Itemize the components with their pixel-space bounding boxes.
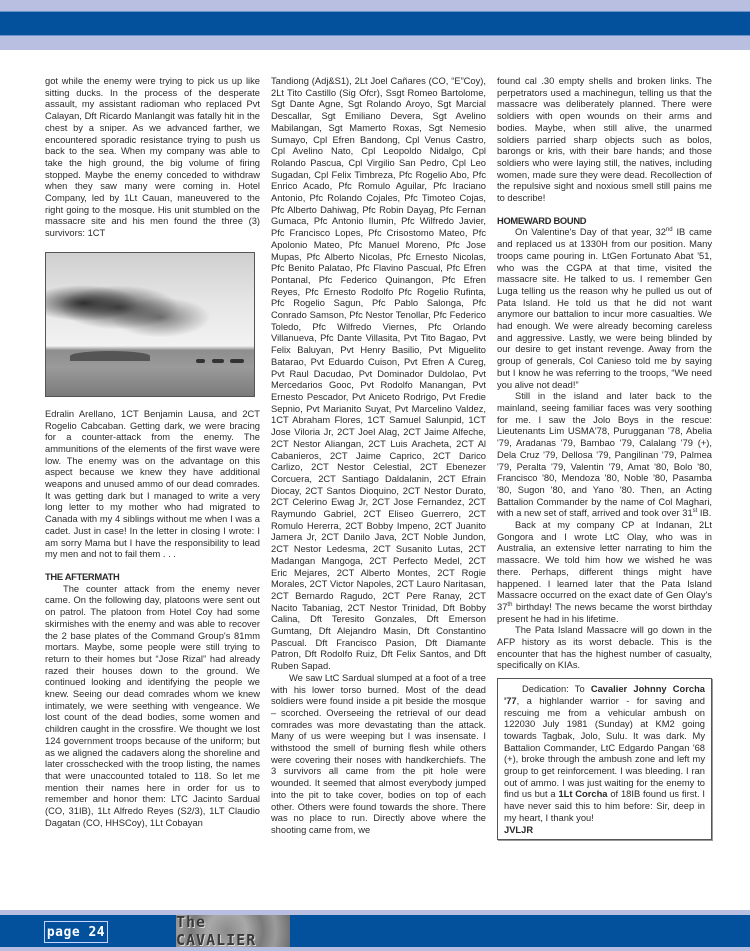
- text: IB came and replaced us at 1330H from our position. Many troops came pouring in. LtGen Fortunato Abat '51, who was the CGPA at that time, visited the massacre site. He talked to us. I remember Gen Luga telling us the reason why he pulled us out of Pata Island. He told us that he did not want anymore our battalion to incur more casualties. We had enough. We were already becoming careless and aggressive. Lastly, we were being blinded by our desire to get instant revenge. Away from the group of generals, Col Canieso told me by saying but I know he was referring to the troops, “We need you alive not dead!”: [497, 227, 712, 390]
- section-heading-homeward-bound: HOMEWARD BOUND: [497, 215, 587, 226]
- dedication-signature: JVLJR: [504, 824, 534, 835]
- text: , a highlander warrior - for saving and rescuing me from a vehicular ambush on 122030 July 1981 (Sunday) at KM2 going towards Tagbak, Jolo, Sulu. It was dark. My Battalion Commander, LtC Edgardo Pangan '68 (+), broke through the ambush zone and left my group to get reinforcement. I was bleeding. I ran out of ammo. I was just waiting for the enemy to find us but a: [504, 695, 705, 800]
- paragraph: [497, 391, 712, 520]
- text: Dedication: To: [522, 684, 591, 695]
- text: birthday! The news became the worst birthday present he had in his lifetime.: [497, 601, 712, 624]
- paragraph-names-list: Tandiong (Adj&S1), 2Lt Joel Cañares (CO, “E”Coy), 2Lt Tito Castillo (Sig Ofcr), Ssgt Romeo Bartolome, Sgt Dante Agne, Sgt Rolando Aroyo, Sgt Marcial Descallar, Sgt Emiliano Devera, Sgt Avelino Mabilangan, Sgt Mamerto Roxas, Sgt Nemesio Sumayo, Cpl Efren Bandong, Cpl Venus Castro, Cpl Avelino Nato, Cpl Leopoldo Nidalgo, Cpl Rolando Pascua, Cpl Virgilio San Pedro, Cpl Leo Sugadan, Cpl Felix Timbreza, Pfc Rogelio Abo, Pfc Enrico Acado, Pfc Romulo Aguilar, Pfc Iraciano Antonio, Pfc Rolando Cojales, Pfc Timoteo Cojas, Pfc Alberto Dahiwag, Pfc Robin Dayag, Pfc Fernan Gumaca, Pfc Antonio Ilumin, Pfc Wilfredo Javier, Pfc Francisco Lopes, Pfc Crisostomo Mateo, Pfc Apolonio Mateo, Pfc Manuel Moreno, Pfc Jose Mupas, Pfc Alberto Nicolas, Pfc Ernesto Nicolas, Pfc Benito Palatao, Pfc Flavino Pascual, Pfc Efren Pontanal, Pfc Federico Quinangon, Pfc Efren Reyes, Pfc Ernesto Rodolfo Pfc Rogelio Rufinta, Pfc Rogelio Sagun, Pfc Pablo Salonga, Pfc Conrado Samson, Pfc Nestor Tenollar, Pfc Federico Toledo, Pfc Wilfredo Viernes, Pfc Orlando Villanueva, Pfc Dante Villasita, Pvt Tito Bagao, Pvt Felix Baluyan, Pvt Henry Basilio, Pvt Miguelito Batarao, Pvt Eduardo Cuison, Pvt Efren A Cureg, Pvt Raul Dacudao, Pvt Dominador Duldolao, Pvt Mercedarios Gooc, Pvt Rodolfo Manangan, Pvt Ernesto Pescador, Pvt Aniceto Rodrigo, Pvt Fredie Sepnio, Pvt Marianito Suyat, Pvt Marcelino Valdez, 1CT Abraham Flores, 1CT Samuel Salunpid, 1CT Jose Viloria Jr, 2CT Joel Alag, 2CT Jaime Alfeche, 2CT Nestor Aliangan, 2CT Luis Aracheta, 2CT Al Cabanieros, 2CT Jaime Caprico, 2CT Darico Carlizo, 2CT Nestor Celestial, 2CT Ebenezer Corcuera, 2CT Santiago Daldalanin, 2CT Efrain Diocay, 2CT Santos Dioquino, 2CT Nestor Durato, 2CT Celerino Ewag Jr, 2CT Jose Fernandez, 2CT Raymundo Gabriel, 2CT Eliseo Guerrero, 2CT Romulo Hererra, 2CT Bobby Impeno, 2CT Juanito Jamera Jr, 2CT Danilo Java, 2CT Noble Jundon, 2CT Nestor Ledesma, 2CT Susanito Lutas, 2CT Madangan Mangoga, 2CT Perfecto Medel, 2CT Eric Mejares, 2CT Alberto Montes, 2CT Rogie Morales, 2CT Victor Napoles, 2CT Lauro Naritasan, 2CT Bernardo Ragudo, 2CT Pere Ranay, 2CT Nacito Tabaniag, 2CT Nestor Trinidad, Dft Bobby Calina, Dft Teresito Gonzales, Dft Emerson Gumtang, Dft Alejandro Masin, Dft Constantino Pascual. Dft Francisco Pasion, Dft Diamante Patron, Dft Rodolfo Ruiz, Dft Felix Santos, and Dft Ruben Sapad.: [271, 76, 486, 672]
- photo-ship: [230, 359, 244, 363]
- dedication-box: [497, 678, 712, 840]
- magazine-logo: The CAVALIER: [176, 915, 290, 947]
- photo-ship: [212, 359, 224, 363]
- dedication-text: [504, 684, 705, 824]
- paragraph: We saw LtC Sardual slumped at a foot of a tree with his lower torso burned. Most of the dead soldiers were found inside a pit beside the mosque – scorched. Overseeing the retrieval of our dead comrades was more devastating than the attack. Many of us were weeping but I was insensate. I withstood the smell of burning flesh while others were covering their noses with handkerchiefs. The 3 survivors all came from the pit hole were wounded. It seemed that almost everybody jumped into the pit to take cover, bodies on top of each other. Others were found towards the shore. There was no place to run. Directly above where the shooting came from, we: [271, 672, 486, 835]
- superscript: th: [507, 601, 513, 608]
- page-number: page 24: [44, 921, 108, 943]
- paragraph: The Pata Island Massacre will go down in the AFP history as its worst debacle. This is the encounter that has the highest number of casualty, specifically on KIAs.: [497, 625, 712, 671]
- photo-ship: [196, 359, 205, 363]
- footer-bar: [0, 915, 750, 947]
- photo-smoke-over-island: [45, 252, 255, 397]
- header-bar: [0, 11, 750, 36]
- paragraph: got while the enemy were trying to pick us up like sitting ducks. In the process of the desperate assault, my assistant radioman who replaced Pvt Calayan, Dft Ricardo Manlangit was fatally hit in the chest by a sniper. As we advanced farther, we encountered sporadic resistance trying to push us back to the sea. When my company was able to take the high ground, the big volume of firing stopped. Maybe the enemy conceded to withdraw when they saw many were coming in. Hotel Company, led by 1Lt Cauan, maneuvered to the right going to the mosque. His unit stumbled on the massacre site and his men found the three (3) survivors: 1CT: [45, 76, 260, 239]
- text: of 18IB found us first. I have never said this to him before: Sir, deep in my heart, I thank you!: [504, 789, 705, 823]
- superscript: st: [692, 508, 698, 515]
- paragraph: The counter attack from the enemy never came. On the following day, platoons were sent out on patrol. The platoon from Hotel Coy had some skirmishes with the enemy and was able to recover the 2 base plates of the Command Group's 81mm mortars. Maybe, some people were still trying to return to their homes but “Jose Rizal” had already razed their houses down to the ground. We continued looking and identifying the people we knew. Seeing our dead comrades whom we knew intimately, we were seething with vengeance. We lost count of the dead bodies, some women and children caught in the crossfire. We thought we lost 124 government troops because of the uniform; but as we aligned the cadavers along the shoreline and later crosschecked with the troop listing, the names that were unaccounted totaled to 118. So let me mention their names here in order for us to remember and honor them: LTC Jacinto Sardual (CO, 31IB), 1Lt Alfredo Reyes (S2/3), 1LT Claudio Dagatan (CO, HHSCoy), 1Lt Cobayan: [45, 583, 260, 828]
- text: IB.: [697, 508, 712, 519]
- paragraph: found cal .30 empty shells and broken links. The perpetrators used a machinegun, telling us that the massacre was deliberately planned. There were soldiers with open wounds on their arms and bodies. Maybe, when still alive, the unarmed soldiers parried sharp objects such as bolos, barongs or kris, with their bare hands; and those soldiers who were laying still, the natives, including women, made sure they were dead. Recollection of the repulsive sight and noxious smell still pains me to describe!: [497, 76, 712, 204]
- photo-island: [70, 351, 150, 361]
- dedication-name: 1Lt Corcha: [558, 789, 608, 800]
- column-3: [497, 76, 712, 840]
- superscript: nd: [665, 227, 673, 234]
- column-2: [271, 76, 486, 837]
- dedication-name: Cavalier Johnny Corcha '77: [504, 684, 705, 706]
- column-1: [45, 76, 260, 829]
- text: Back at my company CP at Indanan, 2Lt Gongora and I wrote LtC Olay, who was in Australia, an extensive letter narrating to him the massacre. We told him how we wished he was there. Perhaps, different things might have happened. I learned later that the Pata Island Massacre occurred on the exact date of Gen Olay's 37: [497, 520, 712, 612]
- paragraph: [497, 520, 712, 625]
- text: Still in the island and later back to the mainland, seeing familiar faces was very soothing for me. I saw the Jolo Boys in the rescue: Lieutenants Lim USMA'78, Purugganan '78, Abelia '79, Aradanas '79, Bambao '79, Calalang '79 (+), Dela Cruz '79, Dellosa '79, Pangilinan '79, Palmea '79, Peralta '79, Valentin '79, Amat '80, Bolo '80, Francisco '80, Mendoza '80, Noble '80, Pasamba '80, Sugon '80, and Yano '80. Then, an Acting Battalion Commander by the name of Col Maghari, with a new set of staff, arrived and took over 31: [497, 391, 712, 519]
- text: On Valentine's Day of that year, 32: [515, 227, 666, 238]
- paragraph: Edralin Arellano, 1CT Benjamin Lausa, and 2CT Rogelio Cabcaban. Getting dark, we were bracing for a counter-attack from the enemy. The ammunitions of the elements of the first wave were low. The enemy was on the advantage on this aspect because we knew they have additional weapons and unused ammo of our dead comrades. It was getting dark but I managed to write a very long letter to my mother who had migrated to Canada with my 4 siblings without me when I was a cadet. Just in case! In the letter in closing I wrote: I am sorry Mama but I have the responsibility to lead my men and not to fail them . . .: [45, 408, 260, 560]
- paragraph: [497, 227, 712, 391]
- section-heading-aftermath: THE AFTERMATH: [45, 571, 120, 582]
